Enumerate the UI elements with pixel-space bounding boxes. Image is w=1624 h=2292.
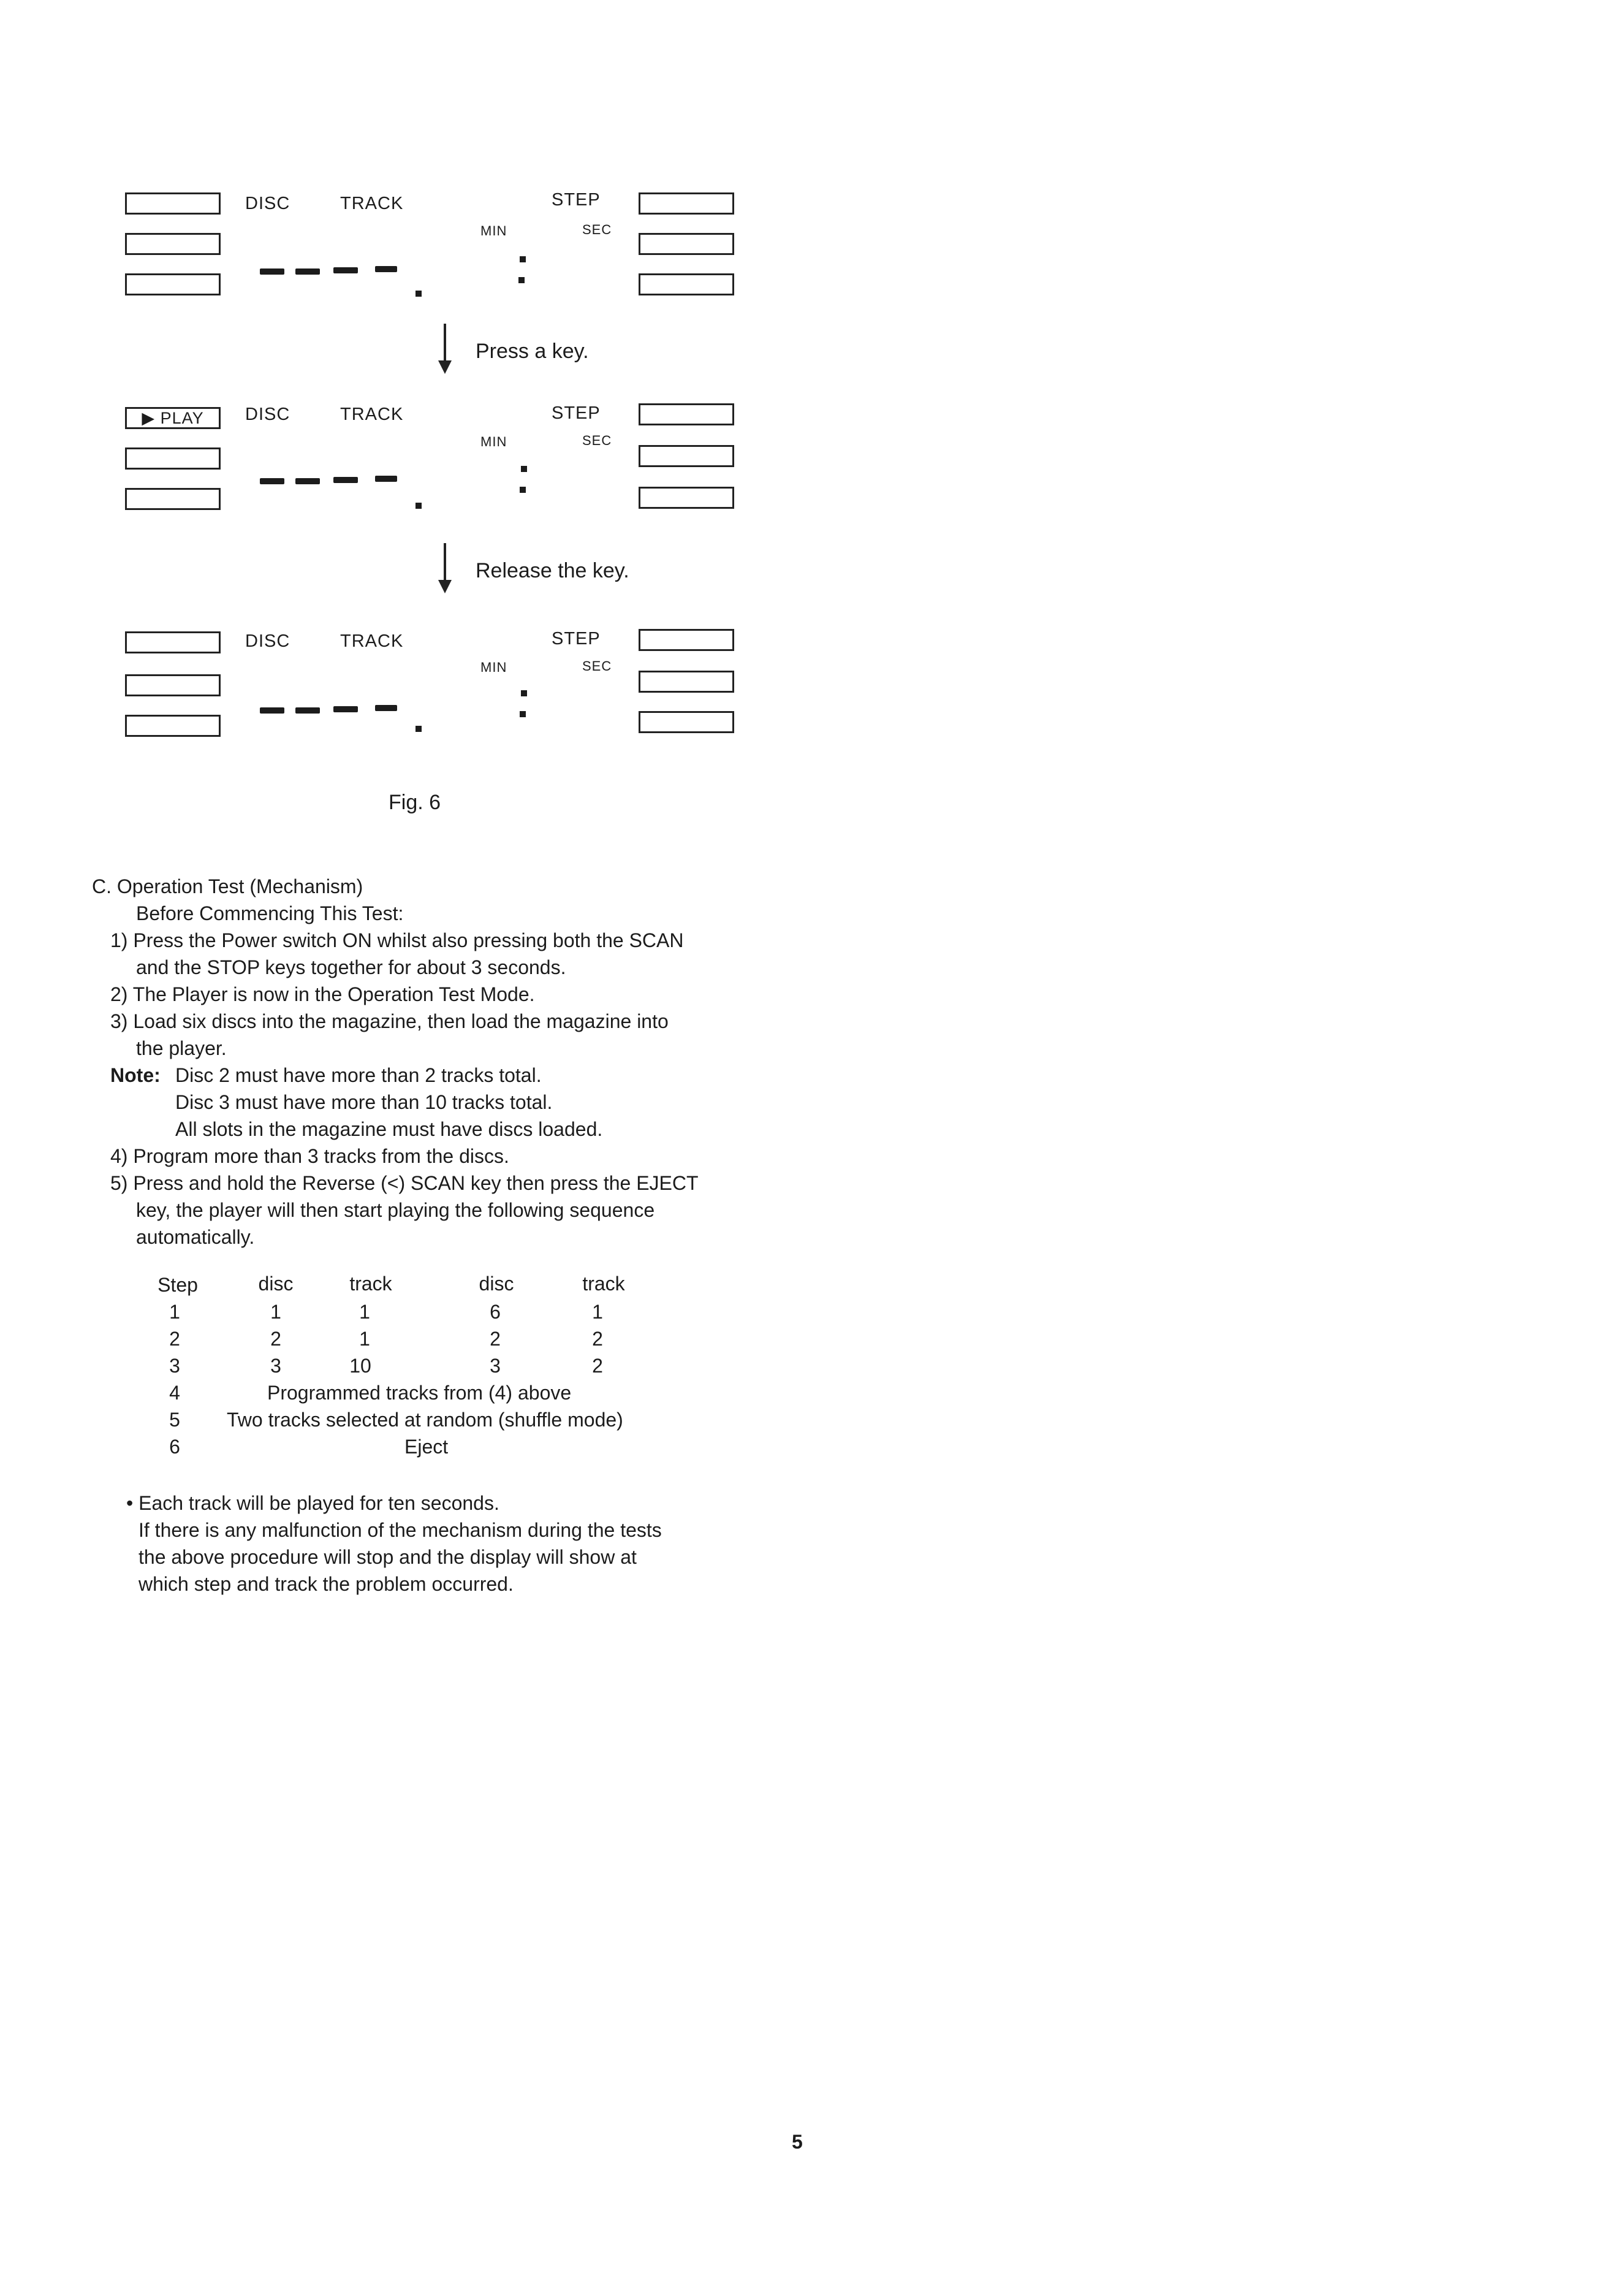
segment-dash	[260, 707, 284, 714]
display-panel-1	[123, 190, 742, 313]
table-cell-step: 3	[169, 1355, 180, 1377]
colon-dot-upper	[521, 466, 527, 472]
disc-label: DISC	[245, 194, 290, 213]
segment-dash	[260, 268, 284, 275]
sec-label: SEC	[582, 658, 612, 674]
indicator-box-right-2	[639, 233, 734, 255]
table-cell-disc-2: 2	[490, 1328, 501, 1350]
step-3-line-1: 3) Load six discs into the magazine, then load the magazine into	[110, 1010, 669, 1032]
table-cell-disc-1: 1	[270, 1301, 281, 1323]
segment-dash	[295, 707, 320, 714]
segment-dash	[375, 266, 397, 272]
min-label: MIN	[480, 434, 507, 449]
step-label: STEP	[552, 629, 601, 649]
indicator-box-right-1	[639, 629, 734, 651]
table-cell-step: 6	[169, 1436, 180, 1458]
footer-line-3: which step and track the problem occurred.	[138, 1573, 514, 1595]
indicator-box-right-3	[639, 711, 734, 733]
indicator-box-right-2	[639, 671, 734, 693]
table-cell-track-1: 10	[349, 1355, 371, 1377]
table-cell-track-2: 2	[592, 1328, 603, 1350]
indicator-box-left-2	[125, 447, 221, 470]
section-heading: C. Operation Test (Mechanism)	[92, 875, 363, 897]
table-cell-step: 2	[169, 1328, 180, 1350]
note-label: Note:	[110, 1064, 161, 1086]
step-5-line-1: 5) Press and hold the Reverse (<) SCAN key then press the EJECT	[110, 1172, 699, 1194]
footer-line-2: the above procedure will stop and the display will show at	[138, 1546, 637, 1568]
colon-dot-upper	[521, 690, 527, 696]
table-cell-track-1: 1	[359, 1301, 370, 1323]
disc-label: DISC	[245, 405, 290, 424]
step-5-line-2: key, the player will then start playing the following sequence	[136, 1199, 655, 1221]
play-indicator-box	[125, 407, 221, 429]
page-number: 5	[792, 2131, 803, 2153]
segment-dash	[333, 477, 358, 483]
note-line-2: Disc 3 must have more than 10 tracks total.	[175, 1091, 553, 1113]
table-cell-step: 1	[169, 1301, 180, 1323]
indicator-box-left-3	[125, 715, 221, 737]
segment-dash	[333, 706, 358, 712]
sec-label: SEC	[582, 433, 612, 448]
table-cell-span: Programmed tracks from (4) above	[267, 1382, 572, 1404]
segment-dash	[295, 478, 320, 484]
indicator-box-left-2	[125, 674, 221, 696]
display-panel-2	[123, 401, 742, 524]
segment-dash	[375, 476, 397, 482]
indicator-box-left-1	[125, 192, 221, 215]
footer-bullet: • Each track will be played for ten seconds.	[126, 1492, 499, 1514]
table-header-disc-2: disc	[479, 1273, 514, 1295]
table-cell-track-2: 2	[592, 1355, 603, 1377]
indicator-box-left-3	[125, 273, 221, 295]
table-cell-step: 5	[169, 1409, 180, 1431]
table-cell-disc-1: 3	[270, 1355, 281, 1377]
indicator-box-right-1	[639, 192, 734, 215]
step-3-line-2: the player.	[136, 1037, 227, 1059]
min-label: MIN	[480, 223, 507, 238]
play-indicator-label: ▶ PLAY	[142, 408, 204, 427]
colon-dot-upper	[520, 256, 526, 262]
figure-caption: Fig. 6	[389, 791, 441, 814]
indicator-box-right-3	[639, 487, 734, 509]
step-4-line-1: 4) Program more than 3 tracks from the discs.	[110, 1145, 509, 1167]
track-label: TRACK	[340, 194, 404, 213]
step-label: STEP	[552, 190, 601, 210]
colon-dot-lower	[520, 711, 526, 717]
indicator-box-right-1	[639, 403, 734, 425]
footer-line-1: If there is any malfunction of the mechanism during the tests	[138, 1519, 662, 1541]
note-line-1: Disc 2 must have more than 2 tracks total.	[175, 1064, 542, 1086]
track-label: TRACK	[340, 631, 404, 651]
step-2-line-1: 2) The Player is now in the Operation Test Mode.	[110, 983, 535, 1005]
arrow-head-icon	[438, 580, 452, 593]
colon-dot-lower	[518, 277, 525, 283]
table-cell-disc-2: 3	[490, 1355, 501, 1377]
indicator-box-left-1	[125, 631, 221, 653]
disc-label: DISC	[245, 631, 290, 651]
step-1-line-1: 1) Press the Power switch ON whilst also pressing both the SCAN	[110, 929, 684, 951]
arrow-down-icon	[444, 543, 446, 582]
table-cell-span: Two tracks selected at random (shuffle mode)	[227, 1409, 623, 1431]
decimal-dot	[415, 291, 422, 297]
decimal-dot	[415, 726, 422, 732]
colon-dot-lower	[520, 487, 526, 493]
arrow-caption-press: Press a key.	[476, 340, 589, 363]
table-cell-track-1: 1	[359, 1328, 370, 1350]
table-cell-disc-2: 6	[490, 1301, 501, 1323]
note-line-3: All slots in the magazine must have discs loaded.	[175, 1118, 603, 1140]
section-intro: Before Commencing This Test:	[136, 902, 404, 924]
segment-dash	[295, 268, 320, 275]
arrow-down-icon	[444, 324, 446, 363]
step-5-line-3: automatically.	[136, 1226, 255, 1248]
step-label: STEP	[552, 403, 601, 423]
min-label: MIN	[480, 660, 507, 675]
indicator-box-right-3	[639, 273, 734, 295]
segment-dash	[333, 267, 358, 273]
display-panel-3	[123, 625, 742, 748]
segment-dash	[260, 478, 284, 484]
segment-dash	[375, 705, 397, 711]
table-header-disc-1: disc	[258, 1273, 294, 1295]
arrow-caption-release: Release the key.	[476, 559, 629, 582]
table-header-step: Step	[157, 1274, 198, 1296]
table-header-track-2: track	[582, 1273, 625, 1295]
indicator-box-left-3	[125, 488, 221, 510]
table-cell-disc-1: 2	[270, 1328, 281, 1350]
track-label: TRACK	[340, 405, 404, 424]
arrow-head-icon	[438, 360, 452, 374]
table-cell-step: 4	[169, 1382, 180, 1404]
indicator-box-right-2	[639, 445, 734, 467]
step-1-line-2: and the STOP keys together for about 3 seconds.	[136, 956, 566, 978]
table-cell-span: Eject	[404, 1436, 449, 1458]
decimal-dot	[415, 503, 422, 509]
table-header-track-1: track	[349, 1273, 392, 1295]
indicator-box-left-2	[125, 233, 221, 255]
sec-label: SEC	[582, 222, 612, 237]
table-cell-track-2: 1	[592, 1301, 603, 1323]
